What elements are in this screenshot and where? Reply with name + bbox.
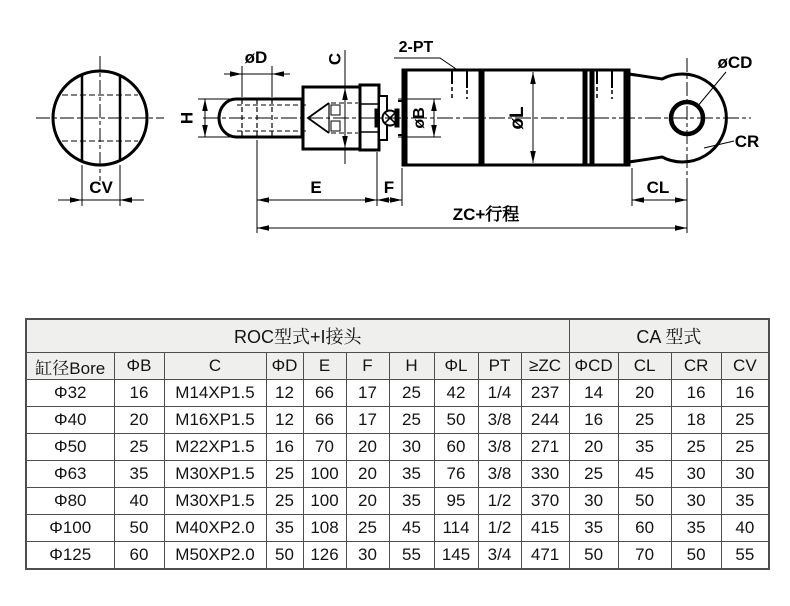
- table-cell: 25: [721, 407, 769, 434]
- column-header-f: F: [346, 353, 389, 380]
- table-cell: 25: [266, 461, 303, 488]
- table-cell: 45: [389, 515, 434, 542]
- table-cell: Φ32: [26, 380, 114, 407]
- table-cell: 60: [114, 542, 164, 570]
- table-cell: 50: [114, 515, 164, 542]
- dim-label-h: H: [177, 111, 197, 125]
- table-cell: 20: [346, 461, 389, 488]
- table-cell: 25: [389, 407, 434, 434]
- table-cell: 20: [346, 488, 389, 515]
- table-cell: 25: [389, 380, 434, 407]
- column-header-phi-d: ΦD: [266, 353, 303, 380]
- table-cell: 25: [346, 515, 389, 542]
- column-header-cv: CV: [721, 353, 769, 380]
- table-cell: 35: [618, 434, 671, 461]
- table-cell: M30XP1.5: [164, 488, 266, 515]
- table-cell: 25: [114, 434, 164, 461]
- group-header-row: [26, 319, 769, 353]
- table-cell: 25: [618, 407, 671, 434]
- table-row: [26, 515, 769, 542]
- table-cell: 35: [721, 488, 769, 515]
- table-cell: 18: [671, 407, 721, 434]
- table-cell: 330: [521, 461, 569, 488]
- table-cell: 1/2: [478, 515, 521, 542]
- table-cell: 126: [303, 542, 346, 570]
- column-header-pt: PT: [478, 353, 521, 380]
- table-cell: M22XP1.5: [164, 434, 266, 461]
- table-cell: M40XP2.0: [164, 515, 266, 542]
- dim-label-e: E: [310, 178, 322, 197]
- table-cell: 70: [303, 434, 346, 461]
- table-cell: 95: [434, 488, 478, 515]
- table-cell: 35: [266, 515, 303, 542]
- table-cell: 244: [521, 407, 569, 434]
- table-cell: Φ63: [26, 461, 114, 488]
- table-cell: 370: [521, 488, 569, 515]
- table-cell: 55: [721, 542, 769, 570]
- table-row: [26, 488, 769, 515]
- dim-label-phi-b: øB: [411, 107, 429, 129]
- table-row: [26, 461, 769, 488]
- table-cell: 3/8: [478, 461, 521, 488]
- table-cell: 25: [721, 434, 769, 461]
- table-cell: 1/2: [478, 488, 521, 515]
- table-cell: 45: [618, 461, 671, 488]
- table-cell: 66: [303, 407, 346, 434]
- table-cell: 16: [266, 434, 303, 461]
- dim-label-f: F: [383, 178, 395, 197]
- table-cell: 25: [671, 434, 721, 461]
- table-cell: 12: [266, 407, 303, 434]
- table-cell: 1/4: [478, 380, 521, 407]
- table-cell: 16: [721, 380, 769, 407]
- table-cell: M30XP1.5: [164, 461, 266, 488]
- table-cell: 145: [434, 542, 478, 570]
- table-cell: 20: [346, 434, 389, 461]
- table-cell: 17: [346, 407, 389, 434]
- dim-label-cl: CL: [646, 178, 670, 197]
- table-cell: 271: [521, 434, 569, 461]
- column-header-zc: ≥ZC: [521, 353, 569, 380]
- group-header-ca: CA 型式: [569, 319, 769, 353]
- column-header-row: [26, 353, 769, 380]
- table-cell: 42: [434, 380, 478, 407]
- table-cell: 3/4: [478, 542, 521, 570]
- table-row: [26, 434, 769, 461]
- column-header-bore: 缸径Bore: [26, 353, 114, 380]
- table-cell: M50XP2.0: [164, 542, 266, 570]
- table-cell: 35: [671, 515, 721, 542]
- table-cell: 30: [389, 434, 434, 461]
- table-cell: 471: [521, 542, 569, 570]
- spec-table: [25, 318, 770, 570]
- column-header-e: E: [303, 353, 346, 380]
- dim-label-phi-cd: øCD: [717, 53, 753, 72]
- table-cell: 20: [569, 434, 618, 461]
- table-cell: 100: [303, 461, 346, 488]
- table-cell: 17: [346, 380, 389, 407]
- table-cell: Φ100: [26, 515, 114, 542]
- table-cell: 114: [434, 515, 478, 542]
- column-header-cl: CL: [618, 353, 671, 380]
- table-cell: 30: [569, 488, 618, 515]
- table-cell: Φ40: [26, 407, 114, 434]
- table-row: [26, 407, 769, 434]
- table-cell: 100: [303, 488, 346, 515]
- table-cell: 16: [671, 380, 721, 407]
- table-cell: 40: [114, 488, 164, 515]
- table-cell: 3/8: [478, 407, 521, 434]
- table-cell: 50: [569, 542, 618, 570]
- column-header-c: C: [164, 353, 266, 380]
- table-cell: 14: [569, 380, 618, 407]
- table-cell: 50: [266, 542, 303, 570]
- table-cell: 66: [303, 380, 346, 407]
- table-cell: 40: [721, 515, 769, 542]
- dim-label-phi-l: øL: [507, 106, 529, 130]
- table-cell: 60: [434, 434, 478, 461]
- pin-block-right: [395, 109, 399, 127]
- table-cell: 50: [618, 488, 671, 515]
- table-cell: 50: [671, 542, 721, 570]
- table-cell: 25: [266, 488, 303, 515]
- table-cell: 35: [389, 461, 434, 488]
- table-cell: 60: [618, 515, 671, 542]
- spec-table-body: [26, 380, 769, 570]
- table-cell: 20: [114, 407, 164, 434]
- dim-label-cr: CR: [734, 132, 760, 151]
- technical-drawing: [0, 0, 790, 300]
- dim-label-2pt: 2-PT: [398, 39, 434, 56]
- table-cell: M16XP1.5: [164, 407, 266, 434]
- column-header-phi-cd: ΦCD: [569, 353, 618, 380]
- column-header-phi-l: ΦL: [434, 353, 478, 380]
- table-cell: 30: [721, 461, 769, 488]
- table-cell: 76: [434, 461, 478, 488]
- dim-label-c: C: [325, 52, 345, 66]
- table-cell: 55: [389, 542, 434, 570]
- table-cell: 3/8: [478, 434, 521, 461]
- dim-label-phi-d: øD: [244, 48, 268, 67]
- column-header-phi-b: ΦB: [114, 353, 164, 380]
- table-cell: 30: [346, 542, 389, 570]
- table-cell: 35: [569, 515, 618, 542]
- table-cell: Φ80: [26, 488, 114, 515]
- dim-label-zc-stroke: ZC+行程: [452, 205, 520, 224]
- dim-label-cv: CV: [89, 178, 113, 197]
- table-cell: 30: [671, 488, 721, 515]
- column-header-cr: CR: [671, 353, 721, 380]
- table-row: [26, 380, 769, 407]
- table-cell: 35: [389, 488, 434, 515]
- table-cell: Φ50: [26, 434, 114, 461]
- table-cell: 70: [618, 542, 671, 570]
- table-cell: 12: [266, 380, 303, 407]
- table-cell: 16: [114, 380, 164, 407]
- column-header-h: H: [389, 353, 434, 380]
- table-row: [26, 542, 769, 570]
- table-cell: 108: [303, 515, 346, 542]
- table-cell: 415: [521, 515, 569, 542]
- group-header-roc: ROC型式+I接头: [26, 319, 569, 353]
- table-cell: 237: [521, 380, 569, 407]
- table-cell: 16: [569, 407, 618, 434]
- table-cell: 50: [434, 407, 478, 434]
- pin-block-left: [375, 109, 379, 127]
- table-cell: 35: [114, 461, 164, 488]
- table-cell: M14XP1.5: [164, 380, 266, 407]
- table-cell: 25: [569, 461, 618, 488]
- table-cell: 30: [671, 461, 721, 488]
- table-cell: 20: [618, 380, 671, 407]
- table-cell: Φ125: [26, 542, 114, 570]
